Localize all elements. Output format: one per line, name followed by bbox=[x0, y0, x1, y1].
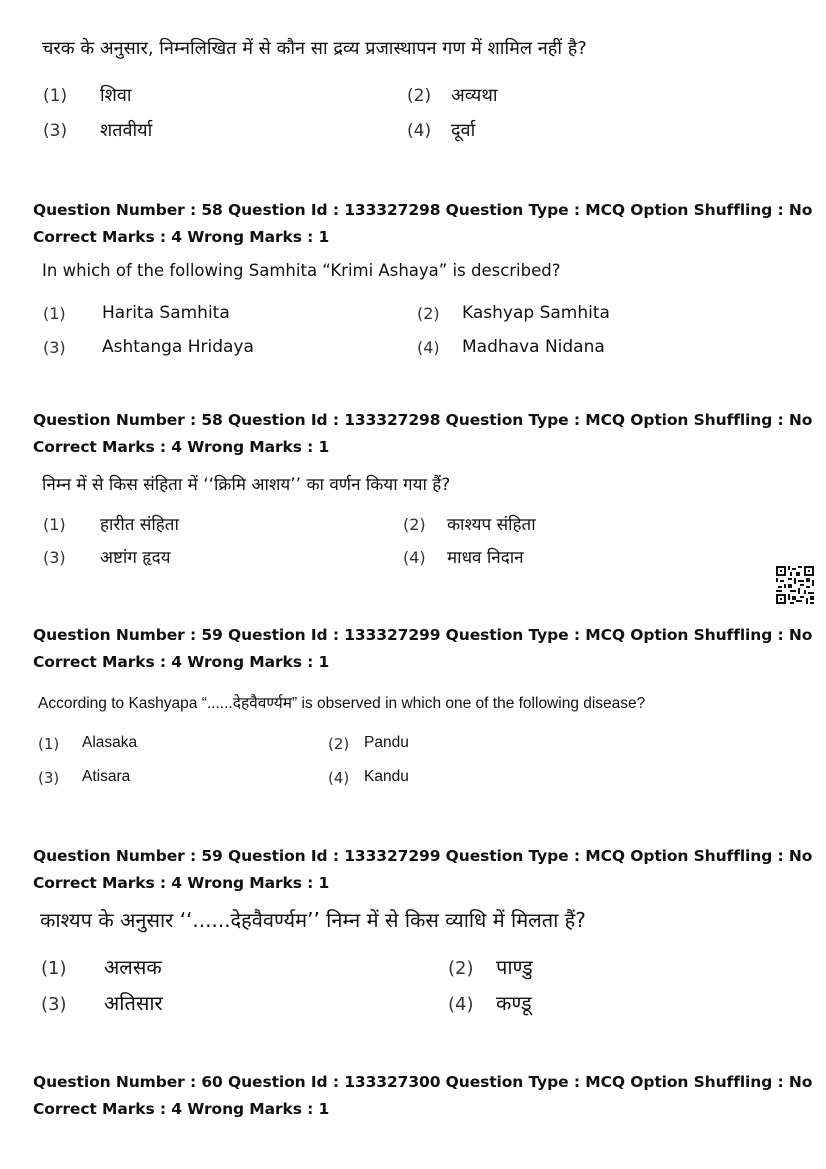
marks-meta: Correct Marks : 4 Wrong Marks : 1 bbox=[33, 228, 330, 246]
question-text: चरक के अनुसार, निम्नलिखित में से कौन सा द्रव्य प्रजास्थापन गण में शामिल नहीं है? bbox=[42, 38, 587, 59]
option-number: (4) bbox=[407, 121, 432, 141]
option-number: (3) bbox=[38, 769, 60, 787]
option-text: हारीत संहिता bbox=[100, 515, 179, 535]
option-text: दूर्वा bbox=[451, 120, 476, 141]
option-text: अव्यथा bbox=[451, 85, 498, 106]
option-number: (2) bbox=[328, 735, 350, 753]
question-meta: Question Number : 59 Question Id : 133327299 Question Type : MCQ Option Shuffling : No bbox=[33, 847, 813, 865]
question-meta: Question Number : 58 Question Id : 133327298 Question Type : MCQ Option Shuffling : No bbox=[33, 201, 813, 219]
option-number: (2) bbox=[417, 304, 440, 323]
option-text: Madhava Nidana bbox=[462, 337, 605, 357]
question-meta: Question Number : 60 Question Id : 133327300 Question Type : MCQ Option Shuffling : No bbox=[33, 1073, 813, 1091]
option-text: Kashyap Samhita bbox=[462, 303, 610, 323]
option-number: (2) bbox=[403, 515, 426, 534]
question-text: निम्न में से किस संहिता में ‘‘क्रिमि आशय’’ का वर्णन किया गया हैं? bbox=[42, 475, 451, 495]
option-number: (1) bbox=[43, 86, 68, 106]
option-number: (3) bbox=[43, 548, 66, 567]
option-number: (1) bbox=[41, 958, 67, 979]
option-text: Atisara bbox=[82, 768, 131, 785]
option-text: शतवीर्या bbox=[100, 120, 153, 141]
marks-meta: Correct Marks : 4 Wrong Marks : 1 bbox=[33, 653, 330, 671]
option-text: काश्यप संहिता bbox=[447, 515, 536, 535]
option-number: (1) bbox=[43, 515, 66, 534]
option-text: अलसक bbox=[104, 955, 162, 979]
option-number: (4) bbox=[417, 338, 440, 357]
option-text: शिवा bbox=[100, 85, 132, 106]
option-text: Alasaka bbox=[82, 734, 138, 751]
option-number: (3) bbox=[43, 338, 66, 357]
option-number: (1) bbox=[38, 735, 60, 753]
question-meta: Question Number : 58 Question Id : 133327298 Question Type : MCQ Option Shuffling : No bbox=[33, 411, 813, 429]
option-number: (1) bbox=[43, 304, 66, 323]
question-meta: Question Number : 59 Question Id : 133327299 Question Type : MCQ Option Shuffling : No bbox=[33, 626, 813, 644]
option-text: Ashtanga Hridaya bbox=[102, 337, 254, 357]
option-number: (2) bbox=[448, 958, 474, 979]
option-number: (2) bbox=[407, 86, 432, 106]
qr-code-icon bbox=[776, 566, 814, 604]
option-number: (4) bbox=[403, 548, 426, 567]
option-number: (4) bbox=[448, 994, 474, 1015]
marks-meta: Correct Marks : 4 Wrong Marks : 1 bbox=[33, 874, 330, 892]
option-text: Pandu bbox=[364, 734, 409, 751]
option-text: पाण्डु bbox=[496, 955, 533, 979]
option-text: अतिसार bbox=[104, 991, 163, 1015]
question-text: According to Kashyapa “......देहवैवर्ण्यम” is observed in which one of the following disease? bbox=[38, 695, 646, 712]
question-text: काश्यप के अनुसार ‘‘......देहवैवर्ण्यम’’ निम्न में से किस व्याधि में मिलता हैं? bbox=[40, 908, 586, 932]
option-text: माधव निदान bbox=[447, 548, 524, 568]
question-text: In which of the following Samhita “Krimi Ashaya” is described? bbox=[42, 261, 561, 280]
option-text: कण्डू bbox=[496, 991, 532, 1015]
option-text: अष्टांग हृदय bbox=[100, 548, 171, 568]
option-text: Kandu bbox=[364, 768, 409, 785]
option-number: (3) bbox=[41, 994, 67, 1015]
option-number: (3) bbox=[43, 121, 68, 141]
marks-meta: Correct Marks : 4 Wrong Marks : 1 bbox=[33, 1100, 330, 1118]
option-text: Harita Samhita bbox=[102, 303, 230, 323]
marks-meta: Correct Marks : 4 Wrong Marks : 1 bbox=[33, 438, 330, 456]
option-number: (4) bbox=[328, 769, 350, 787]
